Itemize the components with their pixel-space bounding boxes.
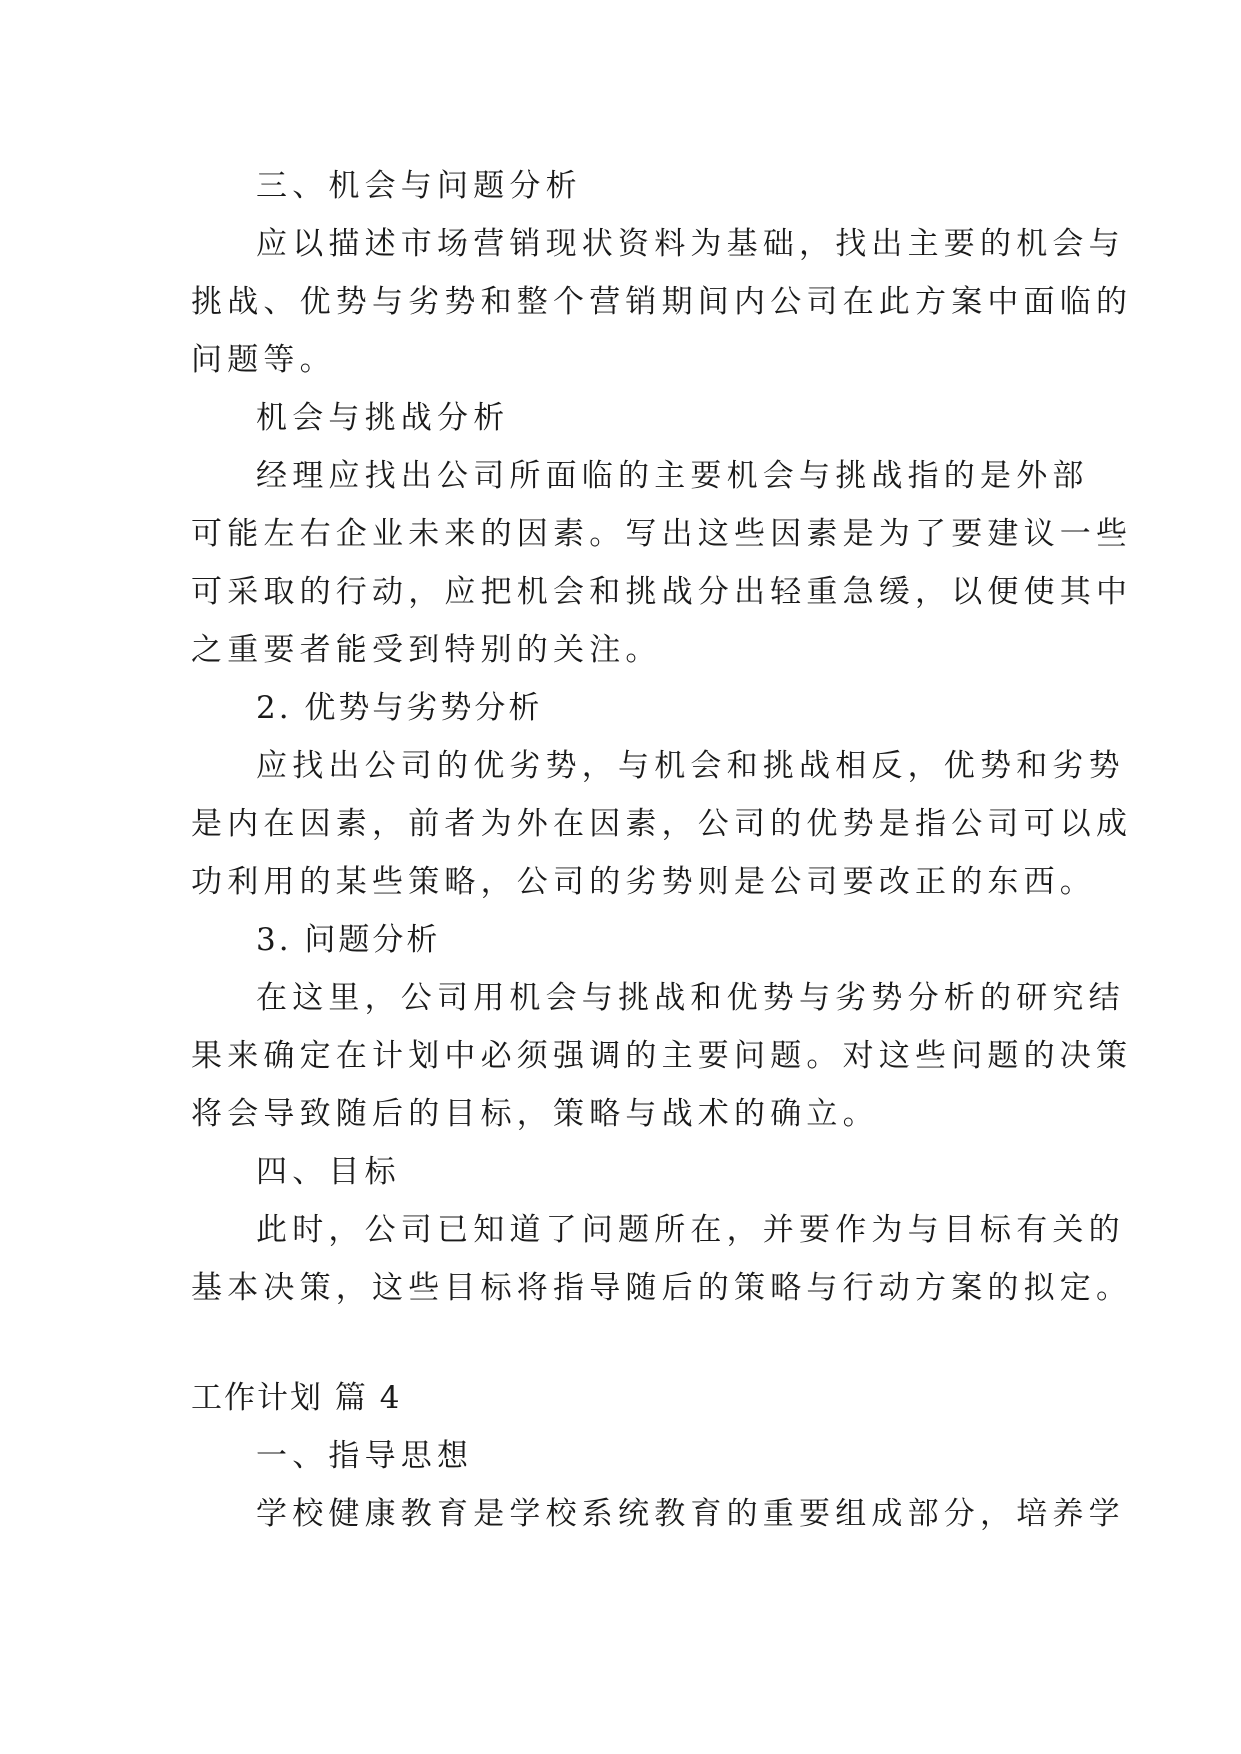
paragraph-line: 此时，公司已知道了问题所在，并要作为与目标有关的 — [256, 1212, 1125, 1248]
subheading-strengths-weaknesses: 2. 优势与劣势分析 — [256, 690, 543, 726]
paragraph-line: 问题等。 — [191, 342, 336, 378]
paragraph-line: 果来确定在计划中必须强调的主要问题。对这些问题的决策 — [191, 1038, 1133, 1074]
paragraph-line: 可能左右企业未来的因素。写出这些因素是为了要建议一些 — [191, 516, 1133, 552]
subheading-problem-analysis: 3. 问题分析 — [256, 922, 441, 958]
paragraph-line: 在这里，公司用机会与挑战和优势与劣势分析的研究结 — [256, 980, 1125, 1016]
paragraph-line: 可采取的行动，应把机会和挑战分出轻重急缓，以便使其中 — [191, 574, 1133, 610]
section-heading-opportunities: 三、机会与问题分析 — [256, 168, 582, 204]
paragraph-line: 功利用的某些策略，公司的劣势则是公司要改正的东西。 — [191, 864, 1096, 900]
subheading-opportunity-challenge: 机会与挑战分析 — [256, 400, 510, 436]
paragraph-line: 将会导致随后的目标，策略与战术的确立。 — [191, 1096, 879, 1132]
paragraph-line: 是内在因素，前者为外在因素，公司的优势是指公司可以成 — [191, 806, 1133, 842]
paragraph-line: 经理应找出公司所面临的主要机会与挑战指的是外部 — [256, 458, 1089, 494]
paragraph-line: 应找出公司的优劣势，与机会和挑战相反，优势和劣势 — [256, 748, 1125, 784]
paragraph-line: 应以描述市场营销现状资料为基础，找出主要的机会与 — [256, 226, 1125, 262]
paragraph-line: 之重要者能受到特别的关注。 — [191, 632, 662, 668]
article-title: 工作计划 篇 4 — [191, 1380, 402, 1416]
paragraph-line: 基本决策，这些目标将指导随后的策略与行动方案的拟定。 — [191, 1270, 1133, 1306]
section-heading-goals: 四、目标 — [256, 1154, 401, 1190]
paragraph-line: 学校健康教育是学校系统教育的重要组成部分，培养学 — [256, 1496, 1125, 1532]
paragraph-line: 挑战、优势与劣势和整个营销期间内公司在此方案中面临的 — [191, 284, 1133, 320]
section-heading-guiding-ideology: 一、指导思想 — [256, 1438, 474, 1474]
